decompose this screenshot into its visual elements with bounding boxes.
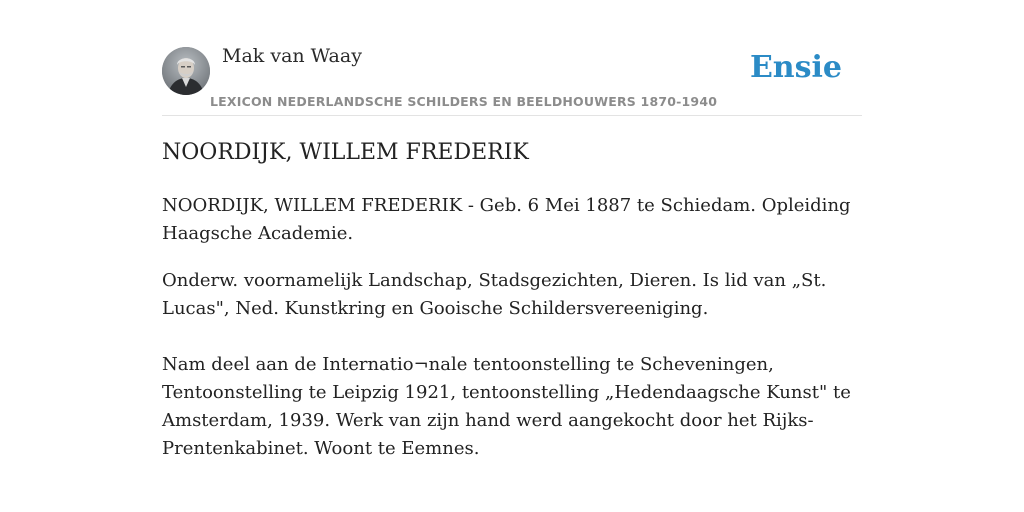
- source-title[interactable]: LEXICON NEDERLANDSCHE SCHILDERS EN BEELDHOUWERS 1870-1940: [210, 94, 718, 109]
- author-avatar[interactable]: [162, 47, 210, 95]
- paragraph-2: Onderw. voornamelijk Landschap, Stadsgezichten, Dieren. Is lid van „St. Lucas", Ned. Kunstkring en Gooische Schildersvereeniging.: [162, 270, 827, 319]
- header: [162, 0, 862, 116]
- author-name[interactable]: Mak van Waay: [222, 45, 362, 67]
- portrait-image: [162, 47, 210, 95]
- paragraph-1: NOORDIJK, WILLEM FREDERIK - Geb. 6 Mei 1887 te Schiedam. Opleiding Haagsche Academie.: [162, 195, 851, 244]
- article-body: [162, 192, 862, 463]
- paragraph-3: Nam deel aan de Internatio¬nale tentoonstelling te Scheveningen, Tentoonstelling te Leipzig 1921, tentoonstelling „Hedendaagsche Kunst" te Amsterdam, 1939. Werk van zijn hand werd aangekocht door het Rijks-Prentenkabinet. Woont te Eemnes.: [162, 354, 851, 459]
- ensie-logo[interactable]: Ensie: [749, 50, 842, 85]
- page-title: NOORDIJK, WILLEM FREDERIK: [162, 140, 529, 165]
